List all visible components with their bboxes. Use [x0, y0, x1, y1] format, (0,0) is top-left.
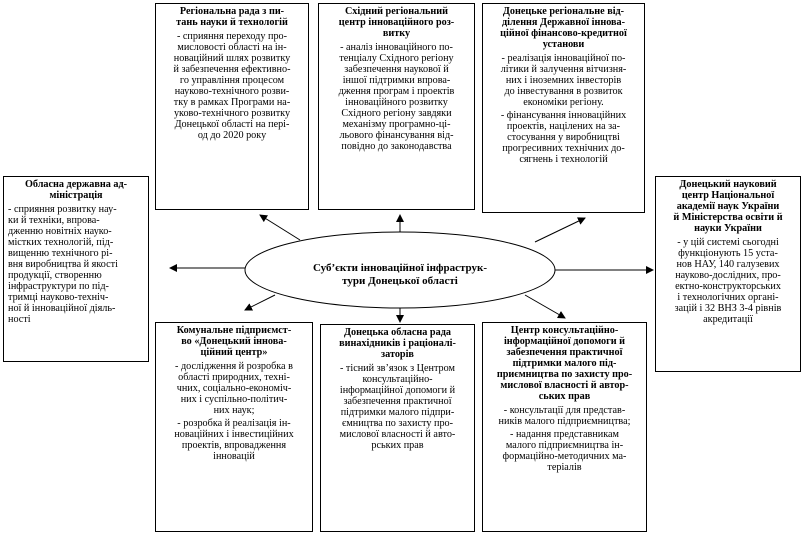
box-title: Комунальне підприємст- во «Донецький іннова- ційний центр»	[176, 325, 292, 358]
box-paragraph: - сприяння розвитку нау- ки й техніки, впрова- дженню новітніх науко- містких технологій, під- вищенню технічного рі- вня виробництва й якості продукції, створенню інфраструктури по під- тримці науково-техніч- ної й інноваційної діяль- ності	[8, 204, 118, 325]
arrow-to-regional-council	[260, 215, 300, 240]
box-paragraph: - консультації для представ- ників малого підприємництва;	[498, 405, 631, 427]
box-paragraph: - у цій системі сьогодні функціонують 15 уста- нов НАУ, 140 галузевих науково-дослідних, про- ектно-конструкторських і технологічних органі- зацій і 32 ВНЗ 3-4 рівнів акредитації	[674, 237, 782, 325]
center-label: Суб’єкти інноваційної інфраструк- тури Донецької області	[312, 262, 488, 287]
box-title: Обласна державна ад- міністрація	[24, 179, 128, 201]
box-title: Донецький науковий центр Національної академії наук України й Міністерства освіти й науки України	[673, 179, 783, 234]
box-paragraph: - аналіз інноваційного по- тенціалу Східного регіону забезпечення наукової й іншої підтримки впрова- дження програм і проектів інноваційного розвитку Східного регіону завдяки механізму програмно-ці- льового фінансування від- повідно до законодавства	[338, 42, 455, 152]
arrow-to-donetsk-finance	[535, 218, 585, 242]
box-donetsk-finance	[482, 3, 645, 213]
box-consulting-center	[482, 322, 647, 532]
box-paragraph: - фінансування інноваційних проектів, націлених на за- стосування у виробництві прогресивних технічних до- сягнень і технологій	[500, 110, 627, 165]
box-paragraph: - розробка й реалізація ін- новаційних і інвестиційних проектів, впровадження інновацій	[174, 418, 294, 462]
box-east-center	[318, 3, 475, 210]
box-communal-enterprise	[155, 322, 313, 532]
box-paragraph: - сприяння переходу про- мисловості області на ін- новаційний шлях розвитку й забезпечення ефективно- го управління процесом науково-технічного розви- тку в рамках Програми на- уково-технічного розвитку Донецької області на пері- од до 2020 року	[173, 31, 291, 141]
box-regional-council	[155, 3, 309, 210]
box-title: Донецьке регіональне від- ділення Державної іннова- ційної фінансово-кредитної установи	[500, 6, 627, 50]
box-title: Центр консультаційно- інформаційної допомоги й забезпечення практичної підтримки малого під- приємництва по захисту про- мислової власності й автор- ських прав	[496, 325, 633, 402]
box-paragraph: - тісний зв’язок з Центром консультаційно- інформаційної допомоги й забезпечення практичної підтримки малого підпри- ємництва по захисту про- мислової власності й авто- рських прав	[339, 363, 456, 451]
box-paragraph: - дослідження й розробка в області природних, техні- чних, соціально-економіч- них і суспільно-політич- них наук;	[175, 361, 293, 416]
box-oblast-admin	[3, 176, 149, 362]
box-title: Східний регіональний центр інноваційного роз- витку	[338, 6, 455, 39]
box-title: Донецька обласна рада винахідників і раціоналі- заторів	[339, 327, 456, 360]
box-paragraph: - надання представникам малого підприємництва ін- формаційно-методичних ма- теріалів	[502, 429, 627, 473]
box-paragraph: - реалізація інноваційної по- літики й залучення вітчизня- них і іноземних інвесторів до інвестування в розвиток економіки регіону.	[500, 53, 627, 108]
box-inventors-council	[320, 324, 475, 532]
arrow-to-consulting-center	[525, 295, 565, 318]
box-science-center	[655, 176, 801, 372]
box-title: Регіональна рада з пи- тань науки й технологій	[176, 6, 288, 28]
arrow-to-communal-enterprise	[245, 295, 275, 310]
